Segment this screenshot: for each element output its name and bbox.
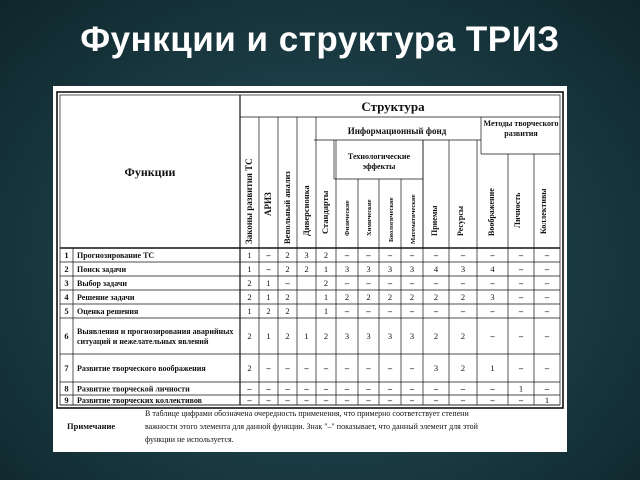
table-cell: – xyxy=(460,250,466,260)
table-cell: – xyxy=(409,250,415,260)
table-cell: 1 xyxy=(247,264,252,274)
table-cell: – xyxy=(518,363,524,373)
table-cell: – xyxy=(344,250,350,260)
table-cell: – xyxy=(387,395,393,405)
table-cell: 4 xyxy=(433,264,439,274)
table-cell: – xyxy=(518,306,524,316)
table-cell: – xyxy=(518,292,524,302)
info-fund-header: Информационный фонд xyxy=(347,126,447,136)
table-cell: 2 xyxy=(247,292,252,302)
table-cell: – xyxy=(366,363,371,373)
table-cell: – xyxy=(460,383,466,394)
table-cell: 2 xyxy=(266,306,271,316)
table-cell: 3 xyxy=(387,264,393,274)
col-math-header: Математические xyxy=(410,194,417,244)
table-cell: – xyxy=(323,363,329,373)
table-cell: 2 xyxy=(433,292,439,302)
row-number: 5 xyxy=(64,306,69,316)
table-cell: – xyxy=(544,363,550,373)
table-cell: 3 xyxy=(366,331,371,341)
table-cell: – xyxy=(304,395,309,405)
methods-header-box xyxy=(483,119,559,153)
table-cell: 2 xyxy=(285,250,290,260)
table-cell: – xyxy=(490,278,495,288)
table-cell: 1 xyxy=(247,250,252,260)
col-personality-header: Личность xyxy=(513,192,522,228)
table-cell: – xyxy=(518,395,524,405)
table-cell: – xyxy=(366,306,371,316)
table-cell: – xyxy=(344,395,350,405)
table-cell: – xyxy=(266,395,271,405)
table-cell: – xyxy=(387,363,393,373)
row-function-name: Прогнозирование ТС xyxy=(77,251,155,260)
table-cell: 2 xyxy=(433,331,439,341)
table-cell: 2 xyxy=(304,264,309,274)
table-cell: 1 xyxy=(247,306,252,316)
table-cell: 2 xyxy=(366,292,371,302)
table-cell: 2 xyxy=(285,331,290,341)
table-cell: – xyxy=(366,278,371,288)
row-number: 7 xyxy=(64,363,69,373)
table-cell: 1 xyxy=(266,292,271,302)
table-cell: – xyxy=(285,363,290,373)
table-cell: 3 xyxy=(304,250,309,260)
table-cell: – xyxy=(266,264,271,274)
table-cell: – xyxy=(518,331,524,341)
table-cell: – xyxy=(544,383,550,394)
table-cell: 1 xyxy=(518,383,524,394)
table-cell: – xyxy=(490,250,495,260)
table-cell: – xyxy=(433,395,439,405)
row-function-name: Выявления и прогнозирования аварийных ситуаций и нежелательных явлений xyxy=(77,327,234,346)
row-number: 3 xyxy=(64,278,69,288)
table-cell: – xyxy=(266,363,271,373)
table-cell: 3 xyxy=(433,363,439,373)
table-cell: – xyxy=(544,331,550,341)
table-cell: 3 xyxy=(490,292,495,302)
row-function-name: Развитие творческих коллективов xyxy=(77,396,202,405)
tech-effects-header: Технологические эффекты xyxy=(347,152,411,171)
table-cell: – xyxy=(460,306,466,316)
table-cell: 2 xyxy=(285,264,290,274)
table-cell: – xyxy=(490,395,495,405)
table-cell: – xyxy=(490,331,495,341)
table-cell: – xyxy=(266,383,271,394)
table-cell: – xyxy=(409,395,415,405)
table-cell: 2 xyxy=(344,292,350,302)
table-cell: 3 xyxy=(344,331,350,341)
table-cell: 1 xyxy=(490,363,495,373)
note-line-2: важности этого элемента для данной функции. Знак "–" показывает, что данный элемент для этой xyxy=(145,422,478,431)
note-line-3: функции не используется. xyxy=(145,435,234,444)
row-function-name: Выбор задачи xyxy=(77,279,127,288)
col-chem-header: Химические xyxy=(366,199,373,236)
col-laws-header: Законы развития ТС xyxy=(244,158,254,244)
table-cell: 3 xyxy=(366,264,371,274)
table-cell: – xyxy=(518,250,524,260)
table-cell: – xyxy=(247,383,252,394)
row-number: 4 xyxy=(64,292,69,302)
table-cell: 2 xyxy=(323,331,329,341)
table-cell: – xyxy=(544,292,550,302)
table-cell: – xyxy=(323,395,329,405)
col-techniques-header: Приемы xyxy=(430,205,439,236)
table-cell: – xyxy=(387,250,393,260)
table-cell: 3 xyxy=(344,264,350,274)
row-function-name: Развитие творческой личности xyxy=(77,384,190,394)
functions-header: Функции xyxy=(124,165,176,179)
methods-header: Методы творческого развития xyxy=(483,119,559,138)
col-resources-header: Ресурсы xyxy=(456,205,465,236)
table-cell: – xyxy=(490,306,495,316)
table-cell: – xyxy=(544,264,550,274)
table-body xyxy=(60,117,560,405)
table-cell: – xyxy=(460,278,466,288)
structure-header: Структура xyxy=(361,99,425,114)
table-cell: – xyxy=(344,278,350,288)
table-cell: 2 xyxy=(247,331,252,341)
row-function-name: Оценка решения xyxy=(77,307,139,316)
col-phys-header: Физические xyxy=(344,200,351,236)
table-cell: – xyxy=(409,363,415,373)
table-cell: 2 xyxy=(460,363,466,373)
table-cell: – xyxy=(285,395,290,405)
table-cell: – xyxy=(323,383,329,394)
table-cell: – xyxy=(433,278,439,288)
row-number: 1 xyxy=(64,250,69,260)
table-cell: – xyxy=(366,395,371,405)
table-cell: 2 xyxy=(285,292,290,302)
table-cell: 3 xyxy=(409,331,415,341)
table-cell: 2 xyxy=(460,331,466,341)
table-cell: 2 xyxy=(323,250,329,260)
table-cell: – xyxy=(387,306,393,316)
col-bio-header: Биологические xyxy=(388,197,395,242)
table-cell: – xyxy=(433,306,439,316)
table-cell: 1 xyxy=(323,292,329,302)
row-number: 6 xyxy=(64,331,69,341)
table-cell: 2 xyxy=(409,292,415,302)
table-cell: – xyxy=(344,383,350,394)
table-cell: – xyxy=(460,395,466,405)
table-cell: 4 xyxy=(490,264,495,274)
table-cell: – xyxy=(304,383,309,394)
table-cell: – xyxy=(285,383,290,394)
table-cell: – xyxy=(409,306,415,316)
table-cell: – xyxy=(266,250,271,260)
row-function-name: Решение задачи xyxy=(77,293,135,302)
table-cell: 2 xyxy=(460,292,466,302)
table-cell: – xyxy=(544,250,550,260)
table-cell: 1 xyxy=(304,331,309,341)
table-cell: – xyxy=(285,278,290,288)
note-label: Примечание xyxy=(67,421,116,431)
table-cell: 1 xyxy=(544,395,550,405)
row-number: 2 xyxy=(64,264,69,274)
table-cell: – xyxy=(366,250,371,260)
col-collectives-header: Коллективы xyxy=(539,188,548,234)
tech-effects-header-box xyxy=(336,152,422,178)
table-cell: – xyxy=(518,278,524,288)
table-cell: – xyxy=(366,383,371,394)
table-cell: 3 xyxy=(460,264,466,274)
row-function-name: Развитие творческого воображения xyxy=(77,364,206,373)
note-line-1: В таблице цифрами обозначена очередность применения, что примерно соответствует степени xyxy=(145,409,469,418)
table-cell: – xyxy=(433,383,439,394)
table-cell: – xyxy=(409,278,415,288)
table-cell: 3 xyxy=(387,331,393,341)
table-cell: – xyxy=(387,278,393,288)
table-cell: – xyxy=(544,278,550,288)
table-cell: – xyxy=(490,383,495,394)
triz-table-document xyxy=(53,86,567,452)
col-standards-header: Стандарты xyxy=(320,190,330,234)
table-cell: – xyxy=(247,395,252,405)
table-cell: – xyxy=(344,306,350,316)
table-cell: 2 xyxy=(323,278,329,288)
table-cell: 1 xyxy=(266,331,271,341)
table-cell: – xyxy=(409,383,415,394)
table-cell: – xyxy=(433,250,439,260)
col-imagination-header: Воображение xyxy=(487,188,496,236)
col-vepol-header: Вепольный анализ xyxy=(282,171,292,244)
table-cell: 2 xyxy=(285,306,290,316)
col-ariz-header: АРИЗ xyxy=(263,192,273,216)
row-number: 8 xyxy=(64,383,69,394)
row-function-name: Поиск задачи xyxy=(77,265,127,274)
table-cell: 2 xyxy=(247,278,252,288)
table-cell: – xyxy=(387,383,393,394)
table-cell: 1 xyxy=(323,264,329,274)
table-cell: 1 xyxy=(266,278,271,288)
table-cell: – xyxy=(518,264,524,274)
table-cell: 1 xyxy=(323,306,329,316)
table-cell: 2 xyxy=(247,363,252,373)
table-cell: – xyxy=(544,306,550,316)
table-cell: 2 xyxy=(387,292,393,302)
row-number: 9 xyxy=(64,395,69,405)
table-cell: 3 xyxy=(409,264,415,274)
table-cell: – xyxy=(304,363,309,373)
triz-table xyxy=(53,86,567,452)
slide-title: Функции и структура ТРИЗ xyxy=(80,20,560,59)
table-cell: – xyxy=(344,363,350,373)
col-diversion-header: Диверсионка xyxy=(301,185,311,236)
